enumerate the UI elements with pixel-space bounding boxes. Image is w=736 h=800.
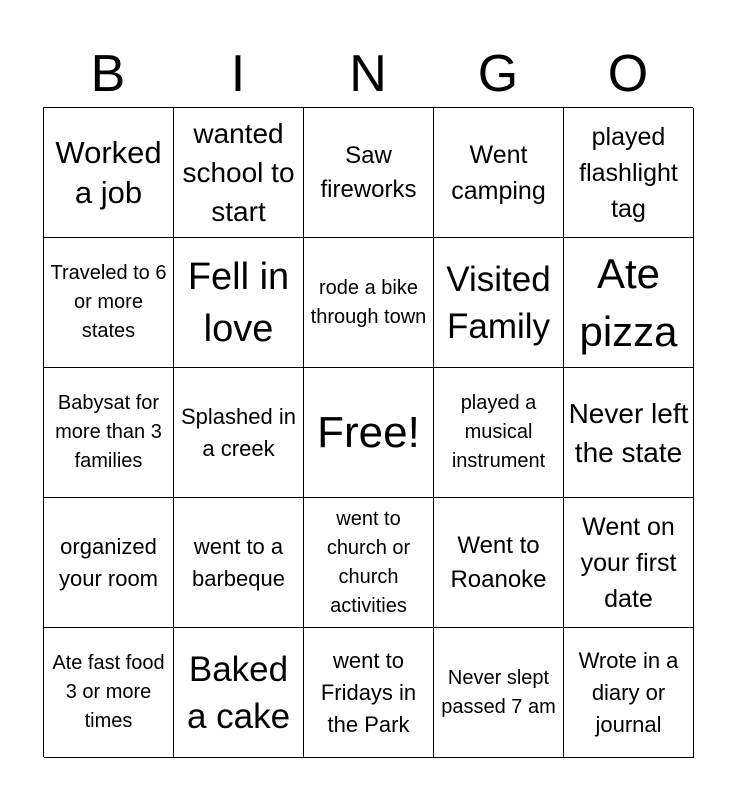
cell-text: Never left the state <box>568 397 689 468</box>
bingo-cell[interactable] <box>44 368 174 498</box>
bingo-cell[interactable] <box>434 628 564 758</box>
cell-text: Splashed in a creek <box>181 403 296 461</box>
bingo-cell[interactable] <box>174 628 304 758</box>
cell-text: went to Fridays in the Park <box>320 647 417 737</box>
cell-text: Wrote in a diary or journal <box>578 647 679 737</box>
cell-text: Went to Roanoke <box>450 531 547 593</box>
cell-text: played flashlight tag <box>579 122 678 223</box>
cell-text: Went camping <box>451 140 546 205</box>
bingo-cell[interactable] <box>434 498 564 628</box>
bingo-cell[interactable] <box>174 368 304 498</box>
bingo-cell[interactable] <box>304 628 434 758</box>
bingo-cell[interactable] <box>174 498 304 628</box>
bingo-cell[interactable] <box>174 108 304 238</box>
bingo-cell[interactable] <box>434 108 564 238</box>
bingo-cell[interactable] <box>564 368 694 498</box>
cell-text: went to a barbeque <box>192 533 285 591</box>
bingo-cell[interactable] <box>304 238 434 368</box>
bingo-cell[interactable] <box>44 108 174 238</box>
bingo-cell[interactable] <box>44 498 174 628</box>
bingo-cell[interactable] <box>564 108 694 238</box>
free-space[interactable] <box>304 368 434 498</box>
header-letter-n: N <box>349 45 387 103</box>
header-letter-b: B <box>90 45 126 103</box>
cell-text: went to church or church activities <box>326 507 411 617</box>
bingo-cell[interactable] <box>564 238 694 368</box>
cell-text: Went on your first date <box>580 512 677 613</box>
cell-text: Ate fast food 3 or more times <box>52 652 165 732</box>
cell-text: Babysat for more than 3 families <box>55 392 162 472</box>
bingo-cell[interactable] <box>304 498 434 628</box>
header-letter-g: G <box>477 45 519 103</box>
cell-text: Traveled to 6 or more states <box>50 262 167 342</box>
cell-text: Visited Family <box>446 259 551 346</box>
bingo-cell[interactable] <box>564 628 694 758</box>
free-space-text: Free! <box>317 407 420 457</box>
cell-text: played a musical instrument <box>451 392 546 472</box>
bingo-board <box>43 107 693 757</box>
header-letter-i: I <box>230 45 246 103</box>
cell-text: Baked a cake <box>186 649 291 736</box>
bingo-header <box>43 40 693 108</box>
bingo-cell[interactable] <box>174 238 304 368</box>
bingo-cell[interactable] <box>434 368 564 498</box>
cell-text: Saw fireworks <box>320 141 417 203</box>
bingo-cell[interactable] <box>44 238 174 368</box>
cell-text: Never slept passed 7 am <box>441 666 556 718</box>
header-letter-o: O <box>607 45 649 103</box>
cell-text: wanted school to start <box>182 118 295 227</box>
bingo-cell[interactable] <box>564 498 694 628</box>
bingo-cell[interactable] <box>434 238 564 368</box>
cell-text: Ate pizza <box>579 249 678 355</box>
bingo-cell[interactable] <box>304 108 434 238</box>
cell-text: Fell in love <box>187 255 290 350</box>
cell-text: rode a bike through town <box>310 276 427 328</box>
bingo-cell[interactable] <box>44 628 174 758</box>
cell-text: Worked a job <box>55 134 162 210</box>
cell-text: organized your room <box>58 533 159 591</box>
